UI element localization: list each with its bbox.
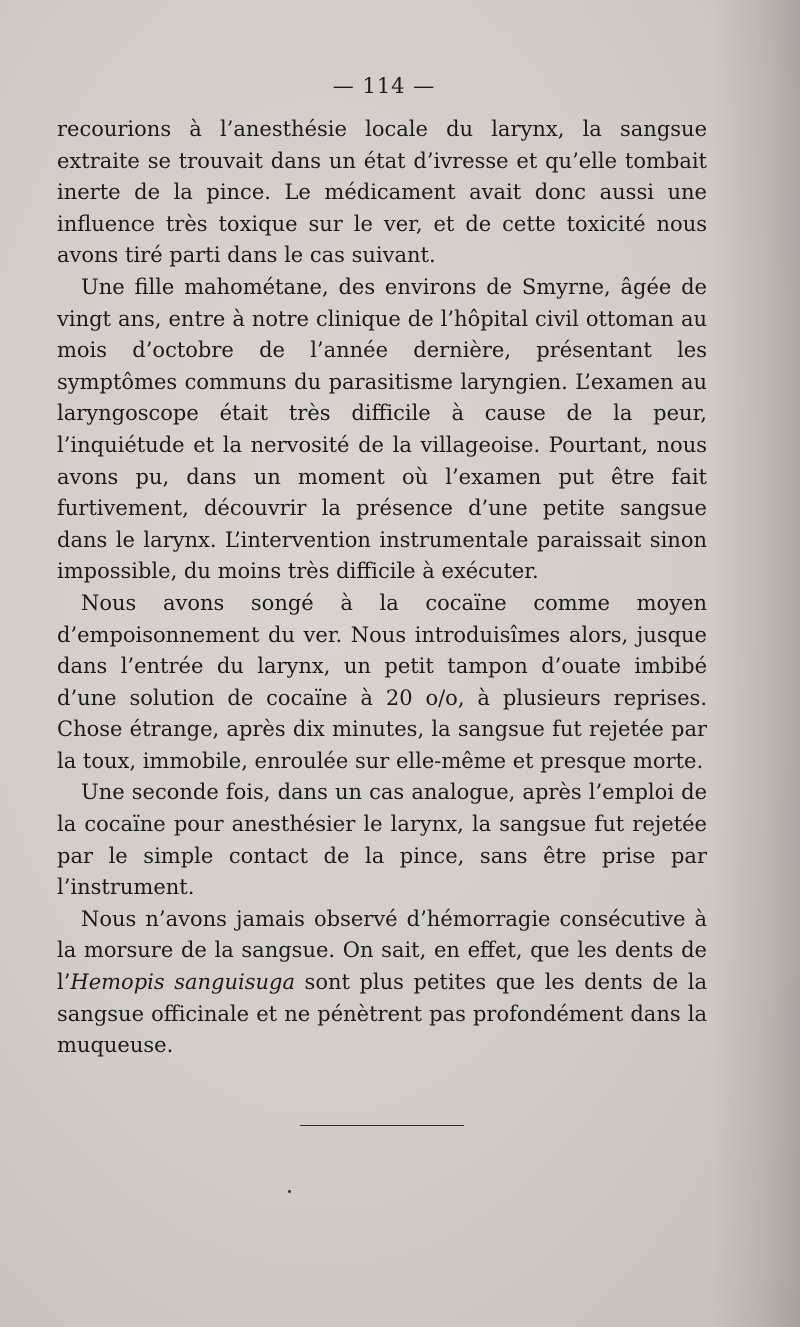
paragraph-4 — [57, 777, 707, 903]
body-text — [57, 114, 707, 1062]
end-rule — [300, 1125, 464, 1126]
paragraph-5 — [57, 904, 707, 1062]
page-edge-shadow — [710, 0, 800, 1327]
paragraph-1-text: recourions à l’anesthésie locale du larynx, la sangsue extraite se trouvait dans un état d’ivresse et qu’elle tombait inerte de la pince. Le médicament avait donc aussi une influence très toxique sur le ver, et de cette toxicité nous avons tiré parti dans le cas suivant. — [57, 117, 707, 268]
paragraph-3 — [57, 588, 707, 778]
paragraph-5-text-end: sont plus petites que les dents de la sangsue officinale et ne pénètrent pas profondément dans la muqueuse. — [57, 970, 708, 1058]
page-number: — 114 — — [332, 74, 436, 98]
paragraph-3-text: Nous avons songé à la cocaïne comme moyen d’empoisonnement du ver. Nous introduisîmes alors, jusque dans l’entrée du larynx, un petit tampon d’ouate imbibé d’une solution de cocaïne à 20 o/o, à plusieurs reprises. Chose étrange, après dix minutes, la sangsue fut rejetée par la toux, immobile, enroulée sur elle-même et presque morte. — [57, 590, 707, 773]
paragraph-4-text: Une seconde fois, dans un cas analogue, après l’emploi de la cocaïne pour anesthésier le larynx, la sangsue fut rejetée par le simple contact de la pince, sans être prise par l’instrument. — [57, 780, 707, 900]
species-name-italic: Hemopis sanguisuga — [70, 970, 295, 995]
paragraph-1 — [57, 114, 707, 272]
paragraph-5-text-start: Nous n’avons jamais observé d’hémorragie consécutive à la morsure de la sangsue. On sait, en effet, que les dents de l’ — [57, 906, 707, 995]
ink-speck — [288, 1190, 291, 1193]
paragraph-2-text: Une fille mahométane, des environs de Smyrne, âgée de vingt ans, entre à notre clinique de l’hôpital civil ottoman au mois d’octobre de l’année dernière, présentant les symptômes communs du parasitisme laryngien. L’examen au laryngoscope était très difficile à cause de la peur, l’inquiétude et la nervosité de la villageoise. Pourtant, nous avons pu, dans un moment où l’examen put être fait furtivement, découvrir la présence d’une petite sangsue dans le larynx. L’intervention instrumentale paraissait sinon impossible, du moins très difficile à exécuter. — [57, 274, 707, 584]
paragraph-2 — [57, 272, 707, 588]
